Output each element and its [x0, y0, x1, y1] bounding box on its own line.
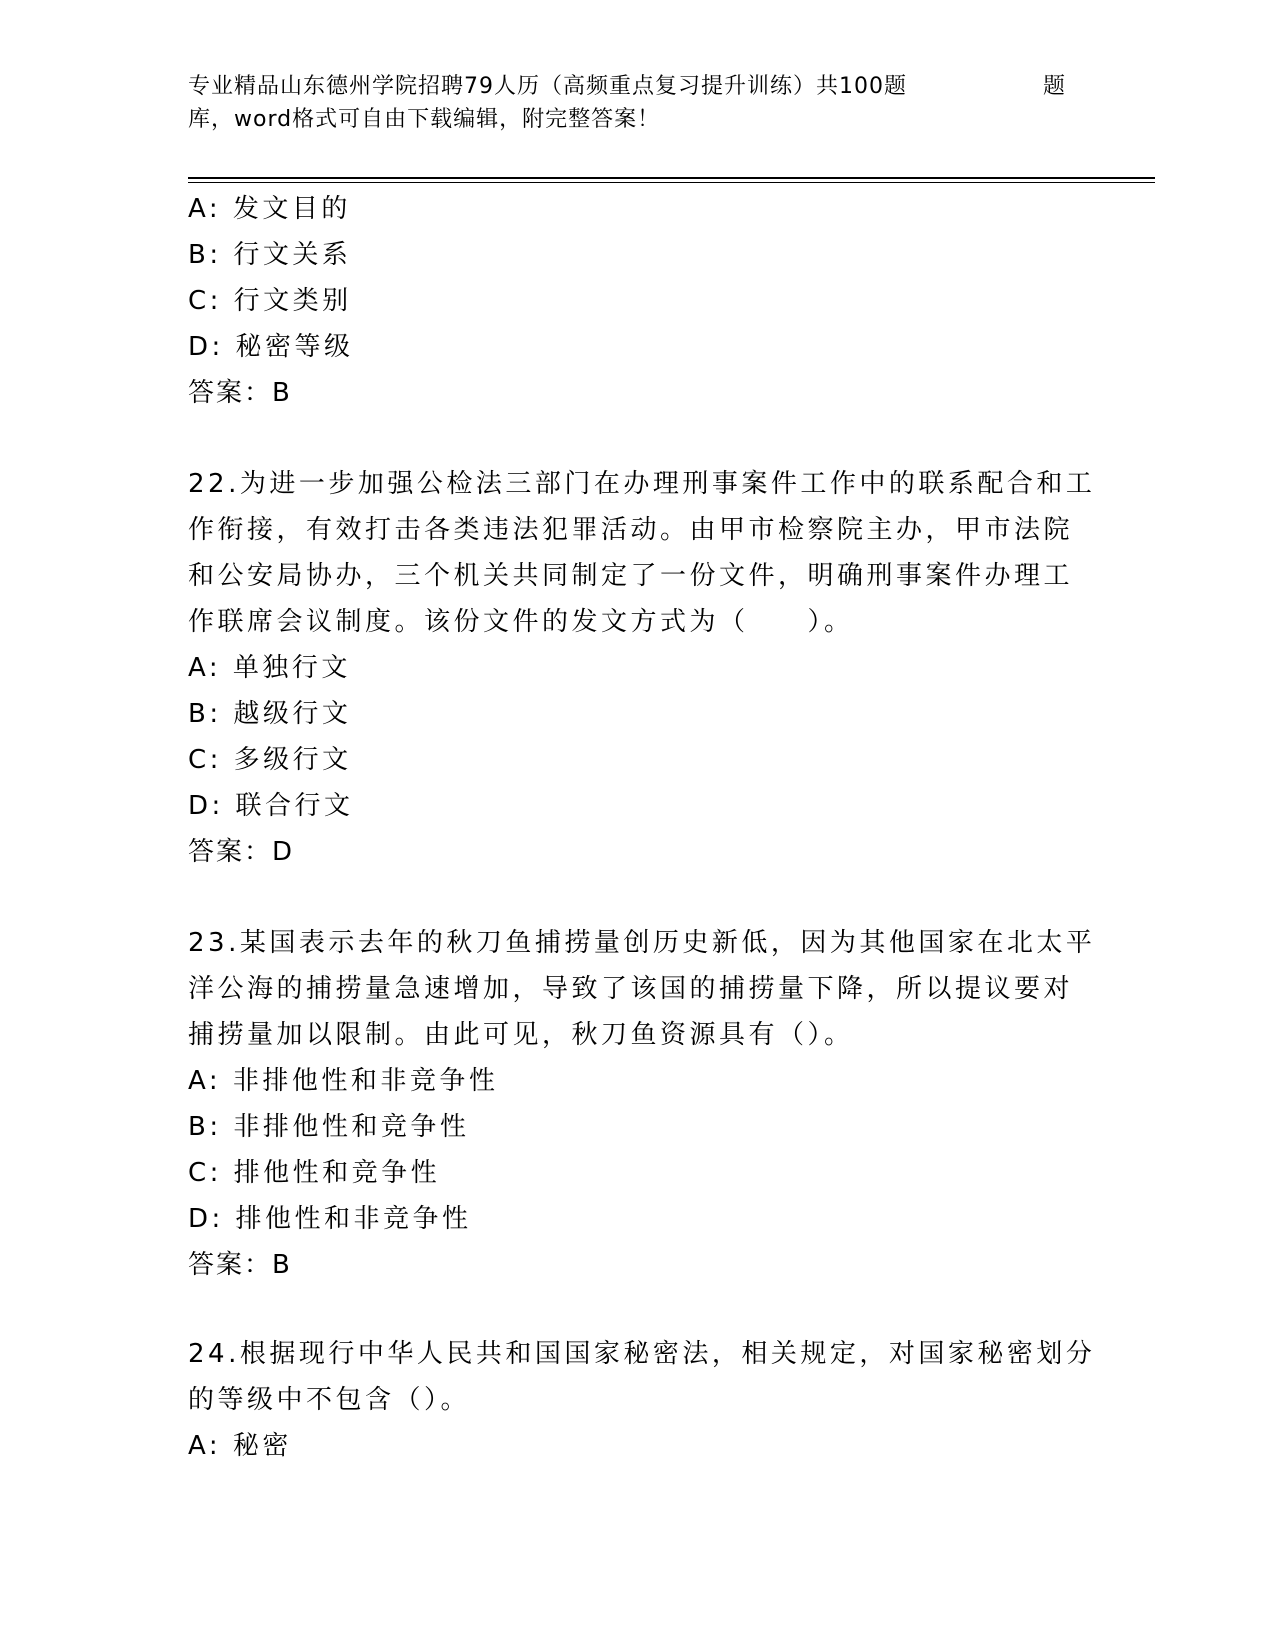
question-23 — [188, 920, 1096, 1288]
question-24 — [188, 1331, 1096, 1469]
option-d: D: 秘密等级 — [188, 332, 354, 362]
option-b: B: 行文关系 — [188, 240, 352, 270]
question-text-line: 22.为进一步加强公检法三部门在办理刑事案件工作中的联系配合和工 — [188, 469, 1096, 499]
header-divider-thin — [188, 182, 1155, 183]
question-text-line: 和公安局协办，三个机关共同制定了一份文件，明确刑事案件办理工 — [188, 561, 1074, 591]
header-title-wrap-char: 题 — [1043, 74, 1067, 99]
question-text-line: 作衔接，有效打击各类违法犯罪活动。由甲市检察院主办，甲市法院 — [188, 515, 1074, 545]
option-a: A: 秘密 — [188, 1431, 292, 1461]
option-a: A: 单独行文 — [188, 653, 351, 683]
option-d: D: 排他性和非竞争性 — [188, 1204, 472, 1234]
answer-line: 答案：D — [188, 837, 295, 867]
option-d: D: 联合行文 — [188, 791, 354, 821]
option-b: B: 越级行文 — [188, 699, 352, 729]
option-c: C: 行文类别 — [188, 286, 352, 316]
option-c: C: 多级行文 — [188, 745, 352, 775]
option-c: C: 排他性和竞争性 — [188, 1158, 441, 1188]
header-title-part-1: 专业精品山东德州学院招聘79人历（高频重点复习提升训练）共100题 — [188, 74, 907, 99]
spacer — [188, 1288, 1088, 1331]
option-a: A: 非排他性和非竞争性 — [188, 1066, 499, 1096]
question-21 — [188, 186, 1088, 416]
answer-line: 答案：B — [188, 1250, 292, 1280]
question-content — [188, 186, 1096, 1469]
answer-line: 答案：B — [188, 378, 292, 408]
question-text-line: 24.根据现行中华人民共和国国家秘密法，相关规定，对国家秘密划分 — [188, 1339, 1096, 1369]
option-b: B: 非排他性和竞争性 — [188, 1112, 470, 1142]
question-22 — [188, 461, 1096, 875]
question-text-line: 23.某国表示去年的秋刀鱼捕捞量创历史新低，因为其他国家在北太平 — [188, 928, 1096, 958]
option-a: A: 发文目的 — [188, 194, 351, 224]
question-text-line: 捕捞量加以限制。由此可见，秋刀鱼资源具有（）。 — [188, 1020, 854, 1050]
spacer — [188, 875, 1088, 920]
question-text-line: 的等级中不包含（）。 — [188, 1385, 471, 1415]
document-header — [188, 70, 1108, 136]
question-text-line: 作联席会议制度。该份文件的发文方式为（ ）。 — [188, 607, 854, 637]
header-line-1 — [188, 70, 1108, 103]
spacer — [188, 416, 1088, 461]
question-text-line: 洋公海的捕捞量急速增加，导致了该国的捕捞量下降，所以提议要对 — [188, 974, 1074, 1004]
header-divider-thick — [188, 177, 1155, 179]
header-line-2: 库，word格式可自由下载编辑，附完整答案！ — [188, 107, 661, 132]
